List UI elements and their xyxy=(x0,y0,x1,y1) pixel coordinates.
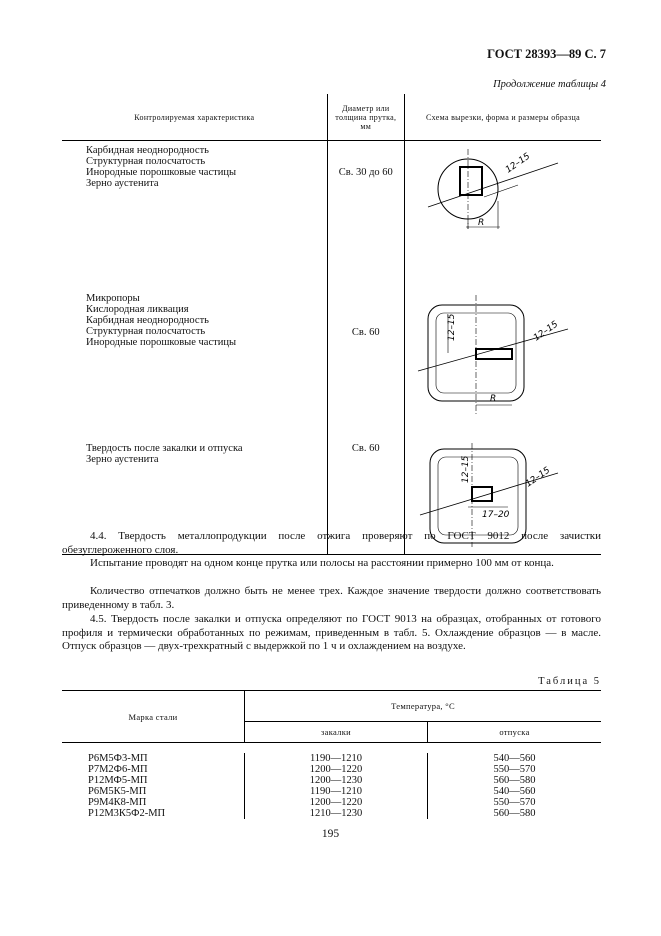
scheme-drawing-round xyxy=(408,145,598,241)
characteristic-item: Микропоры xyxy=(86,292,140,304)
diameter-cell: Св. 60 xyxy=(327,289,404,439)
diameter-cell: Св. 30 до 60 xyxy=(327,141,404,289)
characteristic-item: Зерно аустенита xyxy=(86,178,159,189)
dimension-label: 12–15 xyxy=(531,319,561,343)
characteristic-item: Зерно аустенита xyxy=(86,453,159,465)
steel-brand: Р9М4К8-МП xyxy=(88,797,147,808)
quench-temp: 1190—1210 xyxy=(245,753,428,764)
steel-brand: Р12М3К5Ф2-МП xyxy=(88,808,166,819)
table-row xyxy=(62,797,601,808)
quench-temp: 1200—1230 xyxy=(245,775,428,786)
steel-brand: Р12МФ5-МП xyxy=(88,775,148,786)
temper-temp: 560—580 xyxy=(428,808,602,819)
table-row xyxy=(62,141,601,289)
col-header-brand: Марка стали xyxy=(62,691,245,743)
col-header-quench: закалки xyxy=(245,722,428,743)
table-4 xyxy=(62,94,601,555)
steel-brand: Р7М2Ф6-МП xyxy=(88,764,148,775)
characteristics-cell xyxy=(62,289,327,439)
characteristic-item: Инородные порошковые частицы xyxy=(86,167,237,178)
table-5 xyxy=(62,690,601,819)
characteristic-item: Карбидная неоднородность xyxy=(86,145,209,156)
radius-label: R xyxy=(477,218,485,228)
scheme-cell xyxy=(404,141,601,289)
characteristic-item: Инородные порошковые частицы xyxy=(86,336,237,348)
quench-temp: 1190—1210 xyxy=(245,786,428,797)
table-continuation-label: Продолжение таблицы 4 xyxy=(493,79,606,90)
temper-temp: 540—560 xyxy=(428,753,602,764)
paragraph-4-4: 4.4. Твердость металлопродукции после отжига проверяют по ГОСТ 9012 после зачистки обезуглероженного слоя. xyxy=(62,530,601,556)
dimension-label: 12–15 xyxy=(523,465,553,489)
quench-temp: 1210—1230 xyxy=(245,808,428,819)
characteristic-item: Структурная полосчатость xyxy=(86,325,206,337)
table-row xyxy=(62,289,601,439)
characteristic-item: Структурная полосчатость xyxy=(86,156,206,167)
steel-brand: Р6М5Ф3-МП xyxy=(88,753,148,764)
dimension-label: 12–15 xyxy=(503,151,533,176)
quench-temp: 1200—1220 xyxy=(245,764,428,775)
characteristic-item: Кислородная ликвация xyxy=(86,303,189,315)
characteristic-item: Твердость после закалки и отпуска xyxy=(86,442,243,454)
scheme-drawing-square xyxy=(408,293,598,417)
page-number: 195 xyxy=(321,828,340,840)
steel-brand: Р6М5К5-МП xyxy=(88,786,147,797)
paragraph-prints: Количество отпечатков должно быть не менее трех. Каждое значение твердости должно соответствовать приведенному в табл. 3. xyxy=(62,585,601,611)
page-header: ГОСТ 28393—89 С. 7 xyxy=(487,47,606,61)
paragraph-4-5: 4.5. Твердость после закалки и отпуска определяют по ГОСТ 9013 на образцах, отобранных от готового профиля и термически обработанных по режимам, приведенным в табл. 5. Охлаждение образцов — в масле. Отпуск образцов — двух-трехкратный с выдержкой по 1 ч и охлаждением на воздухе. xyxy=(62,613,601,652)
table-row xyxy=(62,786,601,797)
table-5-caption: Таблица 5 xyxy=(538,676,601,687)
scheme-cell xyxy=(404,289,601,439)
col-header-scheme: Схема вырезки, форма и размеры образца xyxy=(404,94,601,141)
paragraph-test: Испытание проводят на одном конце прутка или полосы на расстоянии примерно 100 мм от конца. xyxy=(90,557,554,569)
dimension-label: 17–20 xyxy=(481,509,510,520)
temper-temp: 540—560 xyxy=(428,786,602,797)
col-header-characteristic: Контролируемая характеристика xyxy=(62,94,327,141)
dimension-label: 12–15 xyxy=(460,455,471,483)
col-header-diameter: Диаметр или толщина прутка, мм xyxy=(327,94,404,141)
quench-temp: 1200—1220 xyxy=(245,797,428,808)
temper-temp: 550—570 xyxy=(428,797,602,808)
table-row xyxy=(62,753,601,764)
temper-temp: 550—570 xyxy=(428,764,602,775)
col-header-temper: отпуска xyxy=(428,722,602,743)
radius-label: R xyxy=(489,393,497,404)
table-row xyxy=(62,775,601,786)
characteristic-item: Карбидная неоднородность xyxy=(86,314,209,326)
diameter-cell: Св. 60 xyxy=(327,439,404,555)
temper-temp: 560—580 xyxy=(428,775,602,786)
characteristics-cell xyxy=(62,141,327,289)
table-row xyxy=(62,764,601,775)
col-header-temperature: Температура, °С xyxy=(245,691,602,722)
table-row xyxy=(62,808,601,819)
dimension-label: 12–15 xyxy=(446,313,457,341)
